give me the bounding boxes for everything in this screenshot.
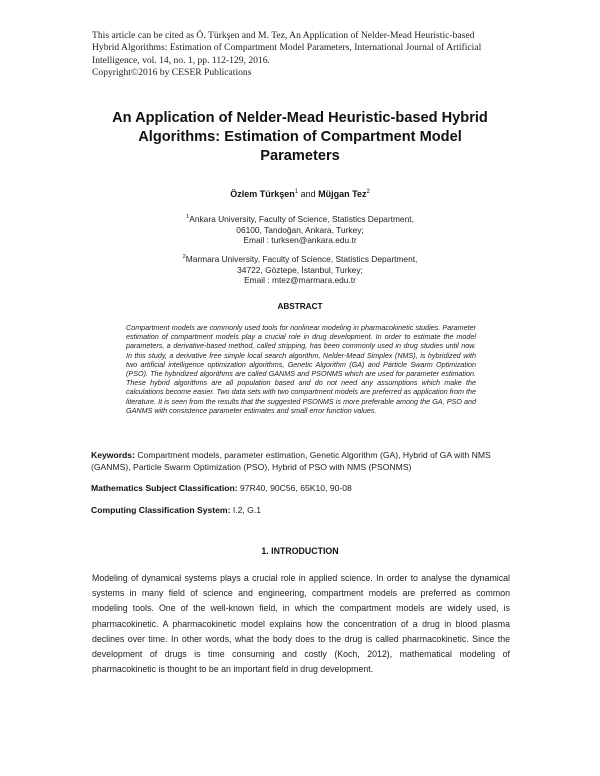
section-heading: 1. INTRODUCTION — [261, 546, 339, 556]
title-line: Parameters — [260, 148, 340, 164]
affiliation-line: 06100, Tandoğan, Ankara, Turkey; — [236, 224, 364, 235]
paper-title — [60, 109, 540, 166]
affiliation-mark: 1 — [186, 214, 190, 220]
affiliation — [120, 252, 480, 286]
keywords-text: Compartment models, parameter estimation, Genetic Algorithm (GA), Hybrid of GA with NMS (GANMS), Particle Swarm Optimization (PSO), Hybrid of PSO with NMS (PSONMS) — [91, 450, 491, 472]
author-list — [60, 189, 540, 199]
affiliation-line: Ankara University, Faculty of Science, Statistics Department, — [189, 213, 414, 224]
affiliation-mark: 2 — [182, 254, 186, 260]
ccs-text: I.2, G.1 — [232, 505, 262, 515]
author-name: Müjgan Tez — [318, 189, 367, 199]
msc-label: Mathematics Subject Classification: — [91, 483, 238, 493]
title-line: Algorithms: Estimation of Compartment Model — [138, 129, 462, 145]
ccs-label: Computing Classification System: — [91, 505, 231, 515]
copyright-line: Copyright©2016 by CESER Publications — [92, 67, 252, 79]
citation-line: Intelligence, vol. 14, no. 1, pp. 112-129, 2016. — [92, 54, 270, 66]
abstract-heading: ABSTRACT — [277, 302, 323, 311]
abstract-text: Compartment models are commonly used tools for nonlinear modeling in pharmacokinetic studies. Parameter estimation of compartment models play a crucial role in drug development. In order to estimate the model parameters, a derivative-based method, called stripping, has been commonly used in drug studies until now. In this study, a derivative free simple local search algorithm, Nelder-Mead Simplex (NMS), is hybridized with two artificial intelligence optimization algorithms, Genetic Algorithm (GA) and Particle Swarm Optimization (PSO). The hybridized algorithms are called GANMS and PSONMS which are used for parameter estimation. These hybrid algorithms are all population based and do not need any assumptions which make the calculations become easier. Two data sets with two compartment models are preferred as application from the literature. It is seen from the results that the suggested PSONMS is more preferable among the GA, PSO and GANMS with consistence parameter estimates and small error function values. — [126, 323, 476, 415]
author-affil-mark: 1 — [294, 189, 299, 195]
msc-text: 97R40, 90C56, 65K10, 90-08 — [240, 483, 352, 493]
author-name: Özlem Türkşen — [230, 189, 295, 199]
keywords-label: Keywords: — [91, 450, 135, 460]
citation-line: Hybrid Algorithms: Estimation of Compartment Model Parameters, International Journal of Artificial — [92, 42, 482, 54]
computing-classification — [91, 505, 511, 515]
affiliation-email: Email : mtez@marmara.edu.tr — [244, 275, 356, 286]
citation-line: This article can be cited as Ö. Türkşen and M. Tez, An Application of Nelder-Mead Heuristic-based — [92, 30, 475, 41]
affiliation-line: Marmara University, Faculty of Science, Statistics Department, — [185, 253, 418, 264]
introduction-paragraph: Modeling of dynamical systems plays a crucial role in applied science. In order to analyse the dynamical systems in many field of science and engineering, compartment models are preferred as common modeling tools. One of the well-known field, in which the compartment models are widely used, is pharmacokinetic. A pharmacokinetic model explains how the concentration of a drug in blood plasma declines over time. In other words, what the body does to the drug is called pharmacokinetic. Since the development of drugs is time consuming and costly (Koch, 2012), mathematical modeling of pharmacokinetic is thought to be an important field in drug development. — [92, 573, 510, 675]
math-subject-classification — [91, 483, 511, 493]
author-affil-mark: 2 — [366, 189, 370, 195]
affiliation — [120, 212, 480, 246]
citation-block — [92, 30, 512, 80]
title-line: An Application of Nelder-Mead Heuristic-based Hybrid — [112, 110, 488, 126]
keywords — [91, 449, 511, 473]
affiliation-email: Email : turksen@ankara.edu.tr — [243, 235, 357, 246]
affiliation-line: 34722, Göztepe, İstanbul, Turkey; — [237, 264, 363, 275]
author-connector: and — [300, 189, 316, 199]
